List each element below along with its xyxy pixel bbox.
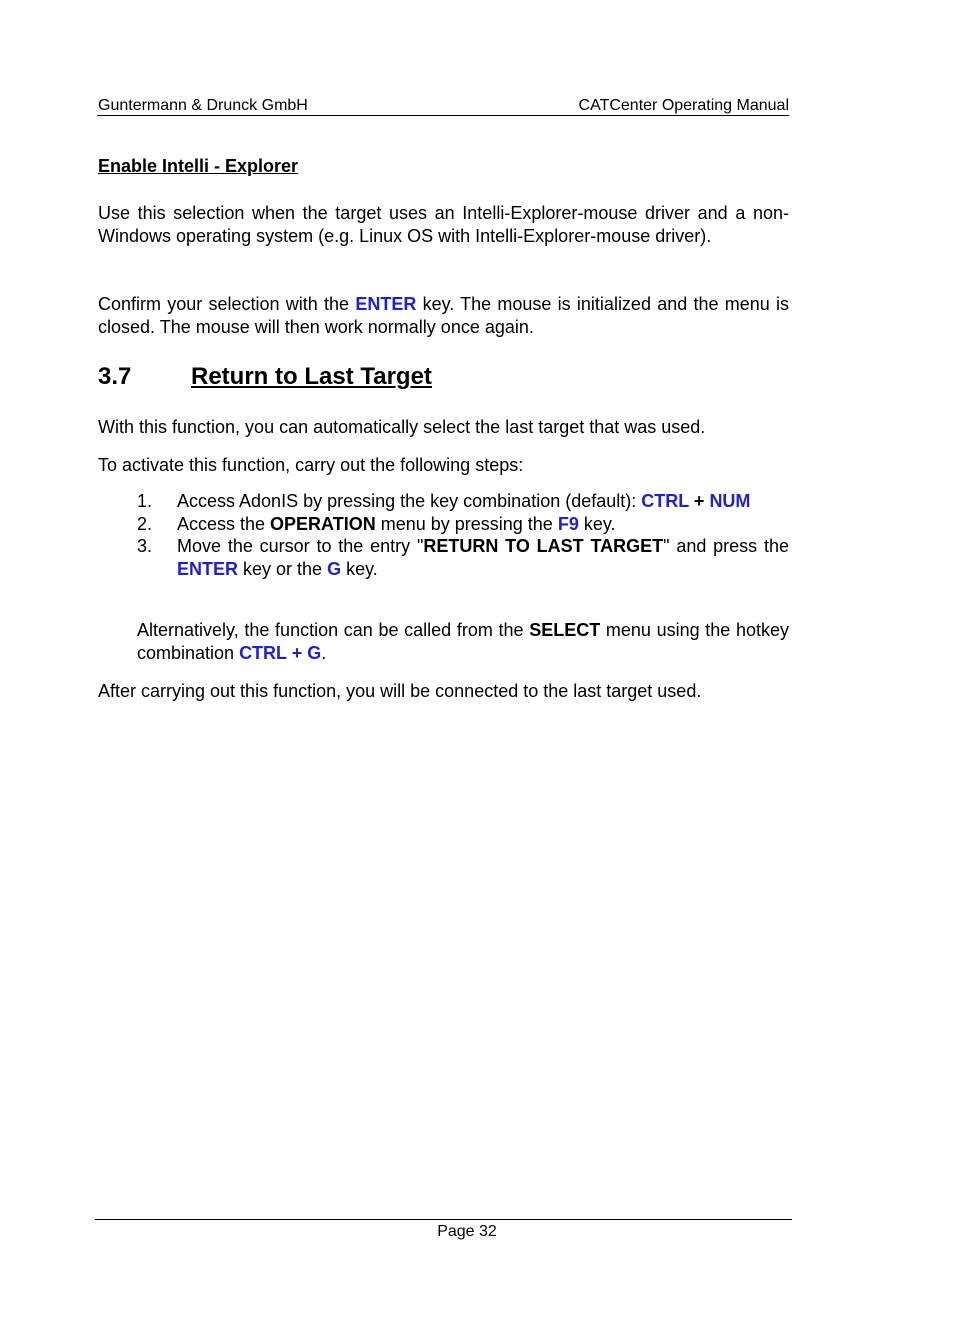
steps-list: [137, 490, 789, 580]
text-run: key or the: [238, 558, 328, 579]
key-enter: ENTER: [355, 294, 417, 314]
step-number: 3.: [137, 536, 153, 556]
menu-name: SELECT: [529, 620, 601, 640]
text-run: Move the cursor to the entry ": [177, 536, 424, 556]
intelli-explorer-description: Use this selection when the target uses an Intelli-Explorer-mouse driver and a non-Windows operating system (e.g. Linux OS with Intelli-Explorer-mouse driver).: [98, 203, 789, 246]
closing-paragraph: After carrying out this function, you will be connected to the last target used.: [98, 681, 702, 701]
text-run: key.: [341, 558, 378, 579]
footer-divider: [95, 1219, 792, 1220]
page-header: [97, 96, 789, 116]
plus-sign: +: [688, 491, 710, 511]
step-number: 2.: [137, 513, 153, 534]
key-num: NUM: [709, 491, 751, 511]
menu-entry: RETURN TO LAST TARGET: [423, 536, 664, 556]
steps-intro: To activate this function, carry out the following steps:: [98, 455, 524, 475]
subsection-title: Enable Intelli - Explorer: [98, 156, 299, 176]
page-number: Page 32: [437, 1223, 497, 1240]
list-item: [137, 535, 789, 580]
menu-name: OPERATION: [270, 513, 376, 534]
list-item: [137, 513, 789, 536]
text-run: .: [321, 642, 327, 663]
key-g: G: [327, 558, 342, 579]
text-run: " and press the: [663, 536, 790, 556]
key-ctrl: CTRL: [641, 491, 689, 511]
text-run: Access AdonIS by pressing the key combination (default):: [177, 491, 642, 511]
header-manual-title: CATCenter Operating Manual: [578, 97, 789, 114]
header-company: Guntermann & Drunck GmbH: [98, 97, 308, 114]
page-footer: [0, 1223, 954, 1241]
key-f9: F9: [557, 513, 579, 534]
step-number: 1.: [137, 491, 153, 511]
hotkey-ctrl-g: CTRL + G: [239, 642, 322, 663]
intro-paragraph: With this function, you can automatically select the last target that was used.: [98, 417, 706, 437]
text-run: key.: [578, 513, 616, 534]
alternative-paragraph: [137, 619, 789, 664]
text-run: Confirm your selection with the: [98, 294, 356, 314]
section-number: 3.7: [98, 363, 132, 390]
text-run: menu by pressing the: [375, 513, 558, 534]
text-run: menu using the hotkey combination: [137, 620, 789, 663]
text-run: key. The mouse is initialized and the menu is closed. The mouse will then work normally once again.: [98, 294, 789, 337]
section-title: Return to Last Target: [191, 363, 432, 390]
text-run: Alternatively, the function can be called from the: [137, 620, 530, 640]
list-item: [137, 490, 789, 513]
text-run: Access the: [177, 513, 271, 534]
key-enter: ENTER: [177, 558, 239, 579]
confirm-paragraph: [98, 293, 789, 338]
